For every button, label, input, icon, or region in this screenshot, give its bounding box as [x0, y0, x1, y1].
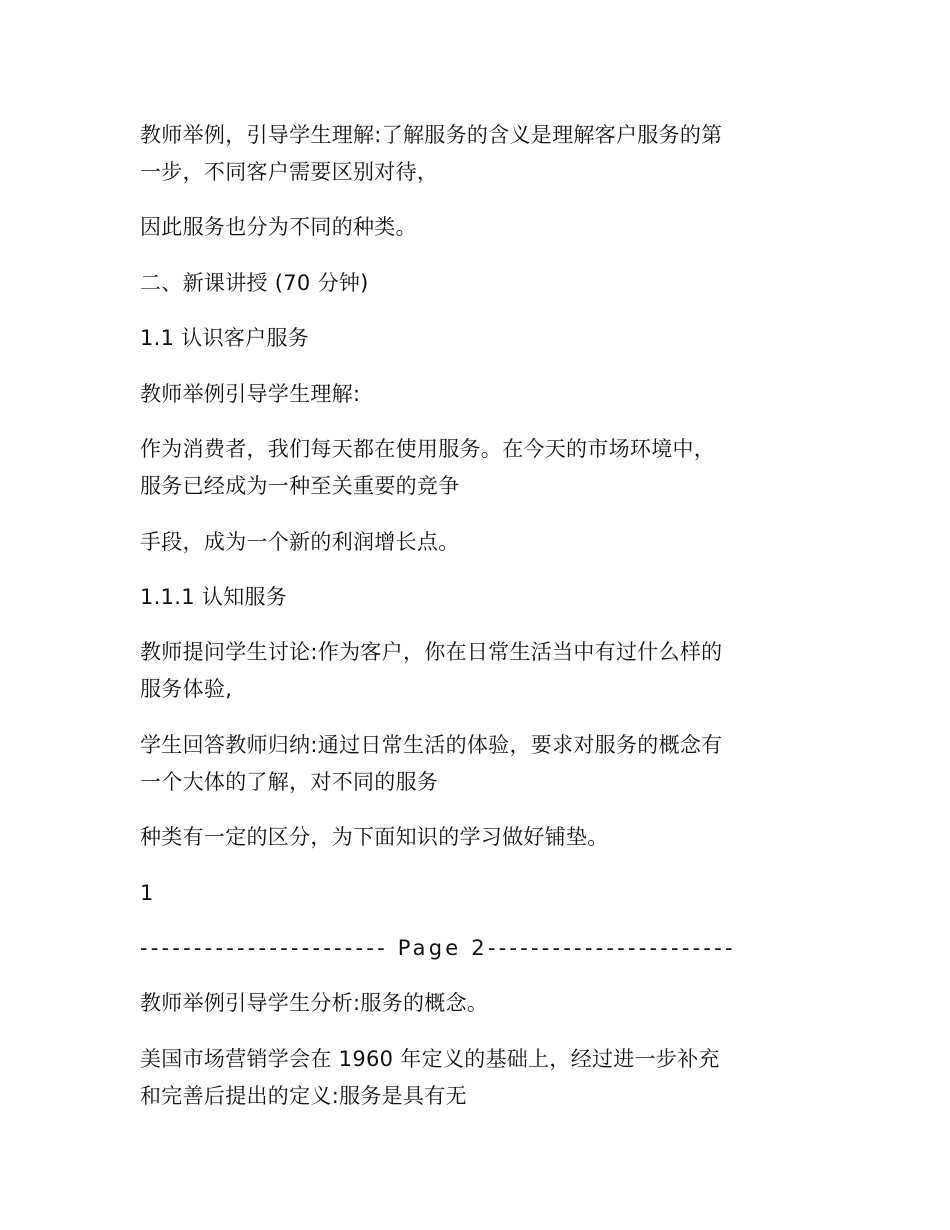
subsection-heading	[140, 579, 820, 616]
paragraph	[140, 117, 820, 191]
paragraph	[140, 376, 820, 413]
text-line: 种类有一定的区分，为下面知识的学习做好铺垫。	[140, 825, 609, 849]
text-line: 1	[140, 881, 154, 905]
page-number	[140, 875, 820, 912]
text-line: 教师举例，引导学生理解:了解服务的含义是理解客户服务的第	[140, 123, 723, 147]
paragraph	[140, 985, 820, 1022]
text-line: 服务已经成为一种至关重要的竞争	[140, 474, 460, 498]
text-line: 和完善后提出的定义:服务是具有无	[140, 1084, 467, 1108]
text-line: 二、新课讲授 (70 分钟)	[140, 271, 369, 295]
paragraph	[140, 634, 820, 708]
paragraph	[140, 209, 820, 246]
text-line: 手段，成为一个新的利润增长点。	[140, 530, 460, 554]
paragraph	[140, 524, 820, 561]
subsection-heading	[140, 320, 820, 357]
text-line: 服务体验,	[140, 677, 233, 701]
text-line: 教师举例引导学生理解:	[140, 382, 361, 406]
text-line: 因此服务也分为不同的种类。	[140, 215, 417, 239]
paragraph	[140, 431, 820, 505]
paragraph	[140, 1041, 820, 1115]
text-line: 一步，不同客户需要区别对待，	[140, 160, 439, 184]
text-line: 教师举例引导学生分析:服务的概念。	[140, 991, 489, 1015]
text-line: 美国市场营销学会在 1960 年定义的基础上，经过进一步补充	[140, 1047, 720, 1071]
text-line: 1.1 认识客户服务	[140, 326, 310, 350]
section-heading	[140, 265, 820, 302]
paragraph	[140, 727, 820, 801]
paragraph	[140, 819, 820, 856]
text-line: 学生回答教师归纳:通过日常生活的体验，要求对服务的概念有	[140, 733, 723, 757]
text-line: 教师提问学生讨论:作为客户，你在日常生活当中有过什么样的	[140, 640, 723, 664]
text-line: 一个大体的了解，对不同的服务	[140, 770, 439, 794]
text-line: 1.1.1 认知服务	[140, 585, 288, 609]
text-line: 作为消费者，我们每天都在使用服务。在今天的市场环境中，	[140, 437, 716, 461]
page-separator: ----------------------- Page 2-----------------------	[140, 936, 736, 960]
